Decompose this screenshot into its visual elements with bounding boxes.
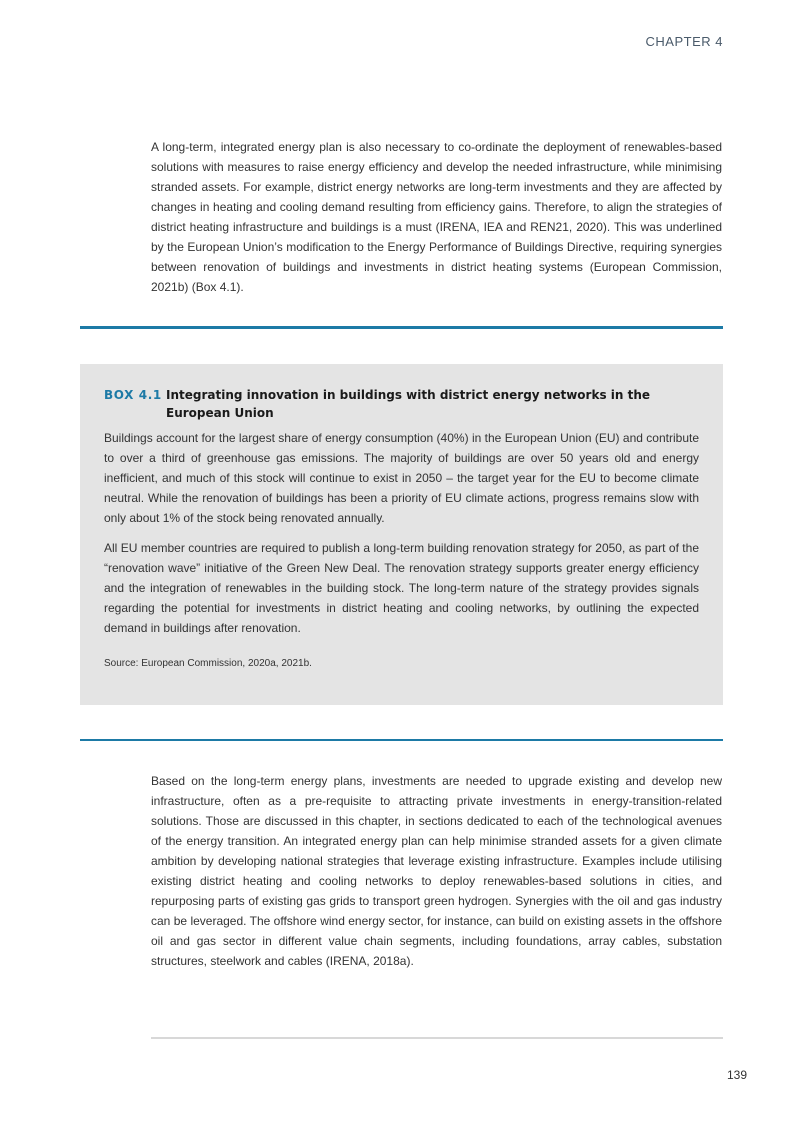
page-number: 139 [726, 1068, 747, 1082]
box-header [104, 386, 699, 422]
box-title: Integrating innovation in buildings with district energy networks in the European Union [166, 388, 651, 420]
box-source: Source: European Commission, 2020a, 2021b. [104, 658, 312, 669]
chapter-heading: CHAPTER 4 [645, 34, 723, 49]
box-label: BOX 4.1 [104, 388, 162, 402]
box-4-1 [80, 364, 723, 705]
box-bottom-divider [80, 739, 723, 741]
body-paragraph-2: Based on the long-term energy plans, investments are needed to upgrade existing and develop new infrastructure, often as a pre-requisite to attracting private investments in energy-transition-related solutions. Those are discussed in this chapter, in sections dedicated to each of the technological avenues of the energy transition. An integrated energy plan can help minimise stranded assets for a given climate ambition by developing national strategies that leverage existing infrastructure. Examples include utilising existing district heating and cooling networks to deploy renewables-based solutions in cities, and repurposing parts of existing gas grids to transport green hydrogen. Synergies with the oil and gas industry can be leveraged. The offshore wind energy sector, for instance, can build on existing assets in the offshore oil and gas sector in different value chain segments, including foundations, array cables, substation structures, steelwork and cables (IRENA, 2018a). [151, 774, 722, 968]
body-paragraph-1: A long-term, integrated energy plan is also necessary to co-ordinate the deployment of renewables-based solutions with measures to raise energy efficiency and develop the needed infrastructure, while minimising stranded assets. For example, district energy networks are long-term investments and they are affected by changes in heating and cooling demand resulting from efficiency gains. Therefore, to align the strategies of district heating infrastructure and buildings is a must (IRENA, IEA and REN21, 2020). This was underlined by the European Union’s modification to the Energy Performance of Buildings Directive, requiring synergies between renovation of buildings and investments in district heating systems (European Commission, 2021b) (Box 4.1). [151, 140, 722, 294]
box-paragraph-2: All EU member countries are required to publish a long-term building renovation strategy for 2050, as part of the “renovation wave” initiative of the Green New Deal. The renovation strategy supports greater energy efficiency and the integration of renewables in the building stock. The long-term nature of the strategy provides signals regarding the potential for investments in district heating and cooling networks, by outlining the expected demand in buildings after renovation. [104, 541, 699, 635]
footer-divider [151, 1037, 723, 1039]
box-top-divider [80, 326, 723, 329]
box-paragraph-1: Buildings account for the largest share of energy consumption (40%) in the European Union (EU) and contribute to over a third of greenhouse gas emissions. The majority of buildings are over 50 years old and energy inefficient, and much of this stock will continue to exist in 2050 – the target year for the EU to become climate neutral. While the renovation of buildings has been a priority of EU climate actions, progress remains slow with only about 1% of the stock being renovated annually. [104, 431, 699, 525]
